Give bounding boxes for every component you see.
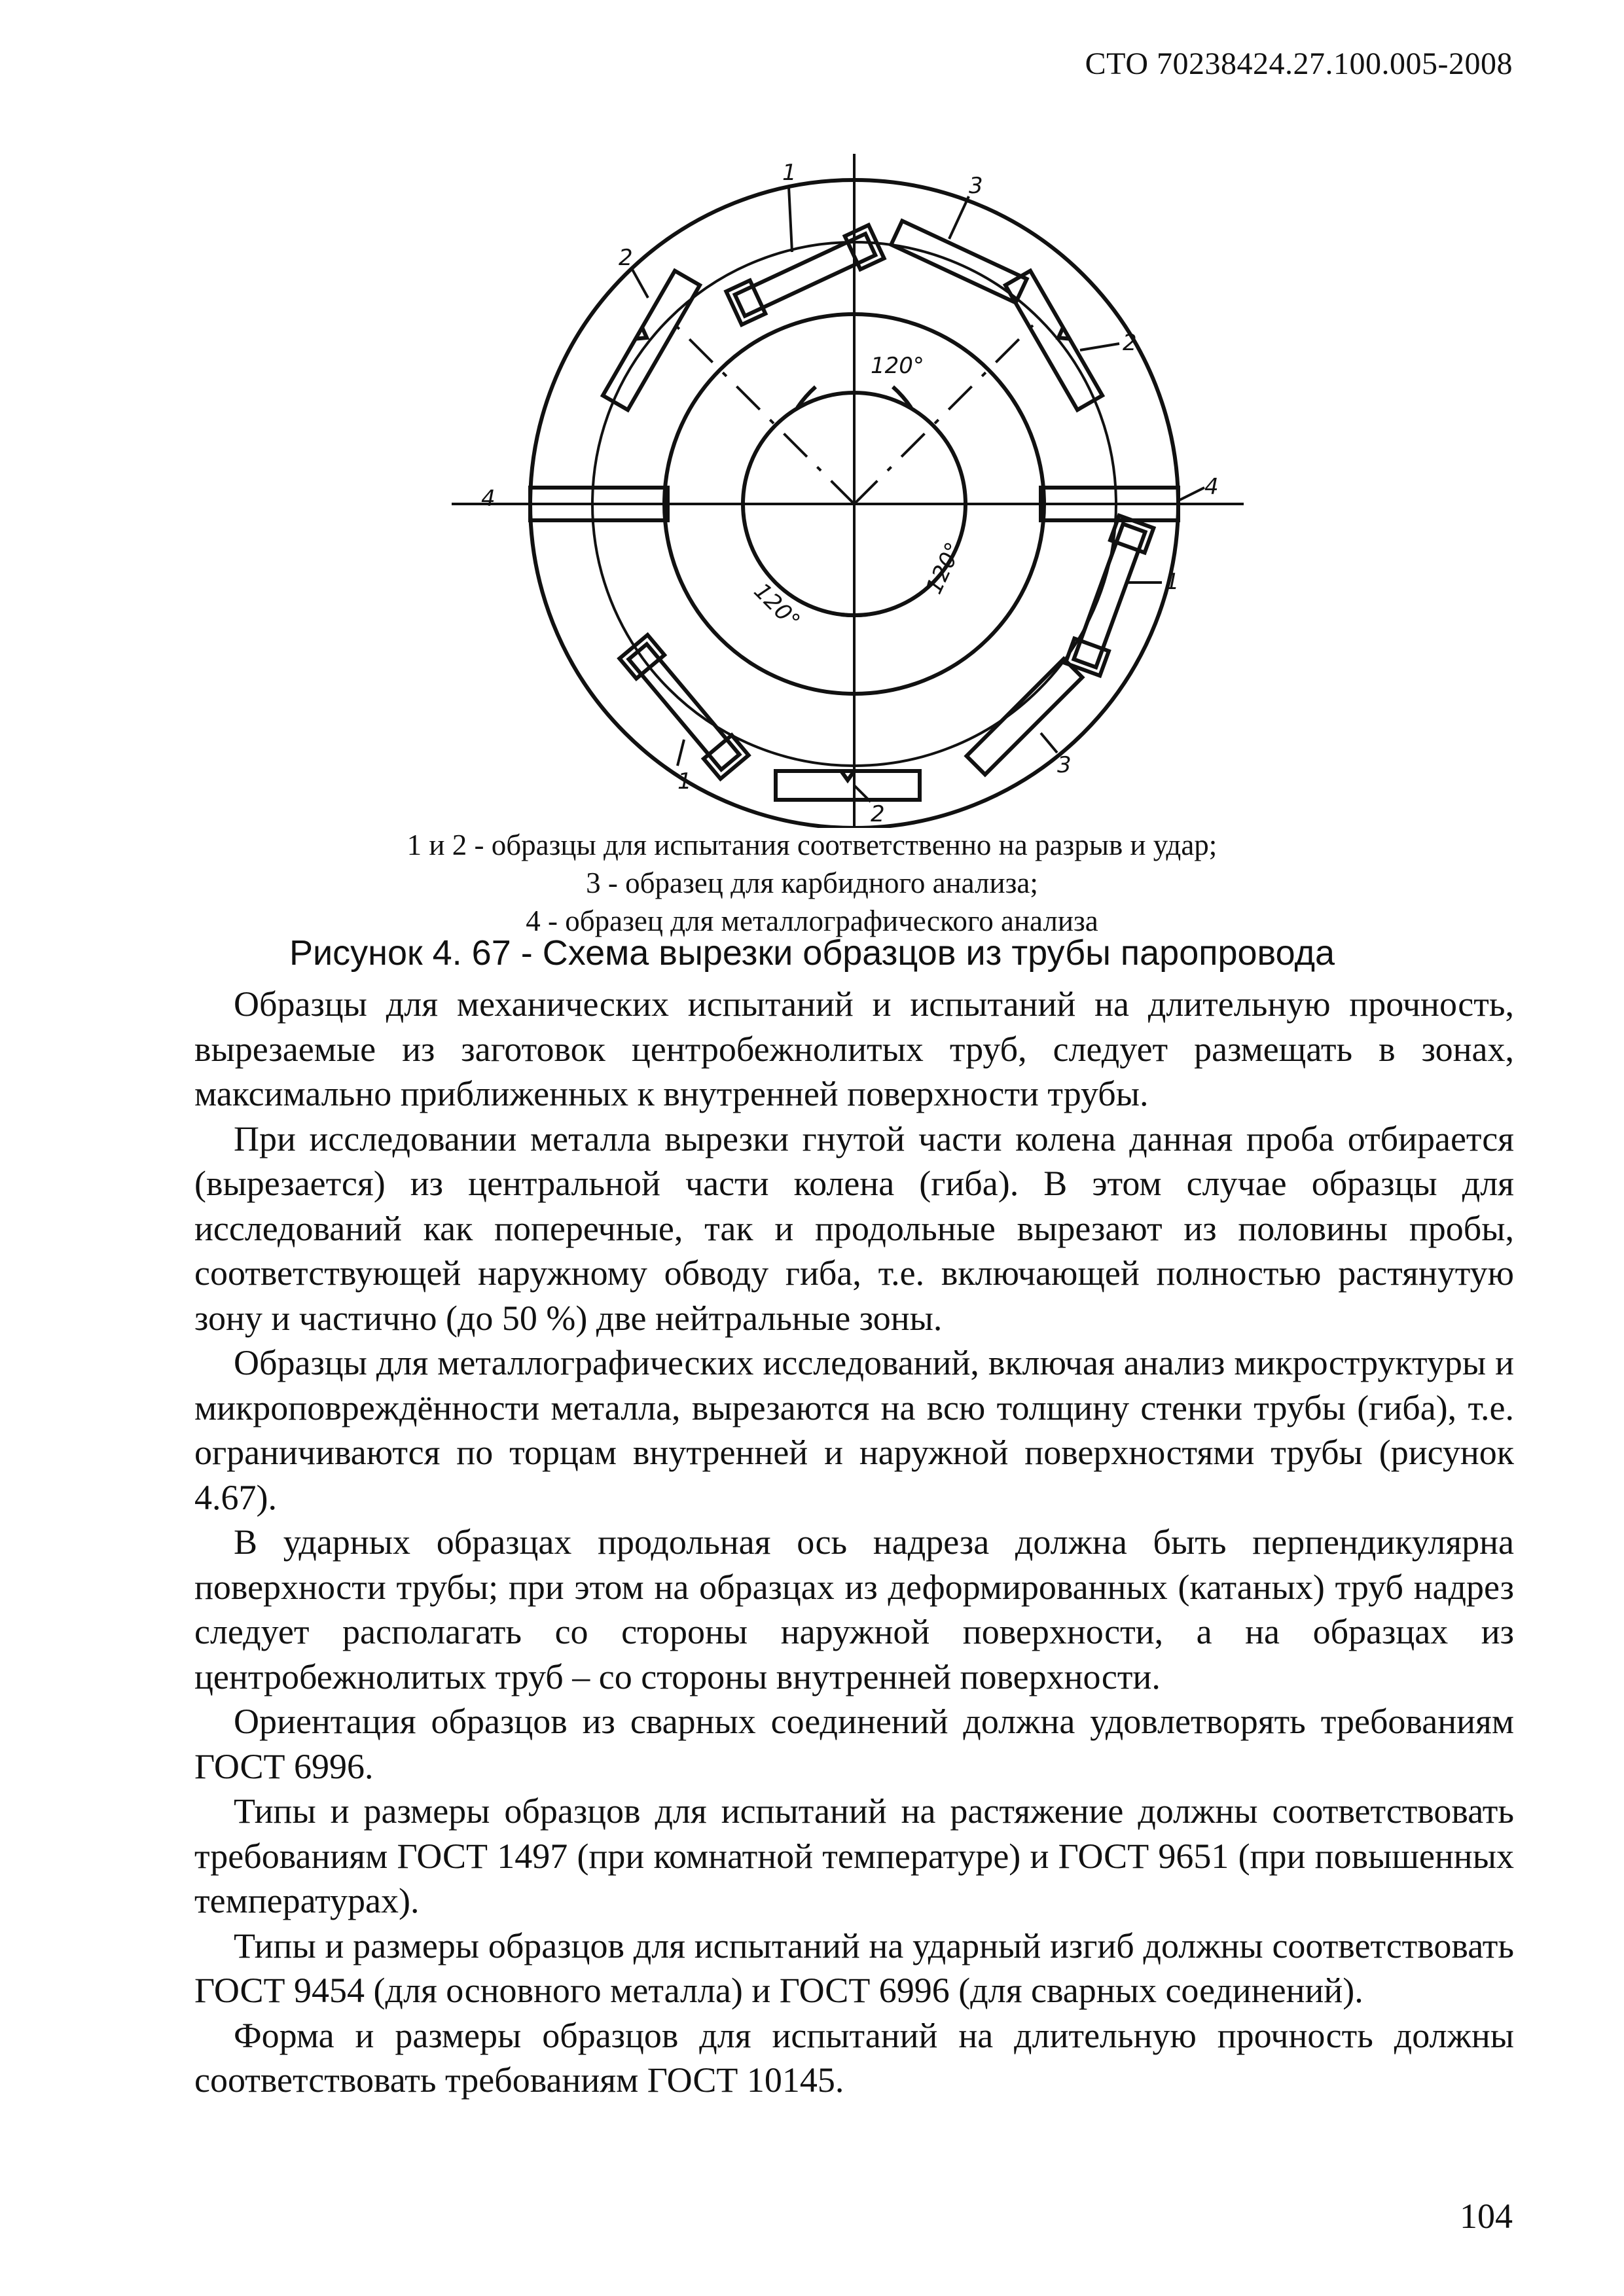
legend-line-2: 3 - образец для карбидного анализа; xyxy=(586,867,1038,899)
legend-line-1: 1 и 2 - образцы для испытания соответственно на разрыв и удар; xyxy=(406,829,1218,861)
specimen-2-bottom xyxy=(776,771,920,800)
figure-legend xyxy=(0,826,1624,940)
label-1-top: 1 xyxy=(782,160,797,186)
label-2-bottom: 2 xyxy=(871,801,885,827)
label-angle-right: 120° xyxy=(920,538,967,598)
label-1-right: 1 xyxy=(1165,569,1180,595)
paragraph: В ударных образцах продольная ось надреза должна быть перпендикулярна поверхности трубы; при этом на образцах из деформированных (катаных) труб надрез следует располагать со стороны наружной поверхности, а на образцах из центробежнолитых труб – со стороны внутренней поверхности. xyxy=(194,1522,1514,1696)
specimen-1-top xyxy=(726,225,884,325)
label-3-bottom: 3 xyxy=(1057,752,1072,778)
sector-line-right xyxy=(854,317,1041,504)
label-3-top: 3 xyxy=(969,173,983,199)
label-2-left: 2 xyxy=(619,245,633,271)
pipe-cutting-diagram xyxy=(452,147,1244,828)
paragraph: Форма и размеры образцов для испытаний на длительную прочность должны соответствовать требованиям ГОСТ 10145. xyxy=(194,2015,1514,2100)
document-code: СТО 70238424.27.100.005-2008 xyxy=(1085,46,1513,81)
page-number: 104 xyxy=(1460,2197,1513,2236)
paragraph: Образцы для механических испытаний и испытаний на длительную прочность, вырезаемые из заготовок центробежнолитых труб, следует размещать в зонах, максимально приближенных к внутренней поверхности трубы. xyxy=(194,984,1514,1113)
label-angle-top: 120° xyxy=(871,353,924,379)
specimen-1-right xyxy=(1066,516,1154,676)
label-4-left: 4 xyxy=(481,486,496,512)
paragraph: Образцы для металлографических исследований, включая анализ микроструктуры и микроповреждённости металла, вырезаются на всю толщину стенки трубы (гиба), т.е. ограничиваются по торцам внутренней и наружной поверхностями трубы (рисунок 4.67). xyxy=(194,1343,1514,1517)
sector-line-left xyxy=(668,317,854,504)
body-text xyxy=(194,982,1514,2103)
label-angle-left: 120° xyxy=(748,578,805,635)
specimen-1-bottom-left xyxy=(619,635,748,779)
label-2-right: 2 xyxy=(1123,330,1137,356)
figure-caption: Рисунок 4. 67 - Схема вырезки образцов из трубы паропровода xyxy=(289,933,1335,973)
legend-line-3: 4 - образец для металлографического анализа xyxy=(526,905,1098,937)
paragraph: При исследовании металла вырезки гнутой части колена данная проба отбирается (вырезается) из центральной части колена (гиба). В этом случае образцы для исследований как поперечные, так и продольные вырезают из половины пробы, соответствующей наружному обводу гиба, т.е. включающей полностью растянутую зону и частично (до 50 %) две нейтральные зоны. xyxy=(194,1119,1514,1338)
label-1-bottom: 1 xyxy=(677,768,692,795)
paragraph: Ориентация образцов из сварных соединений должна удовлетворять требованиям ГОСТ 6996. xyxy=(194,1702,1514,1786)
label-4-right: 4 xyxy=(1204,474,1219,500)
paragraph: Типы и размеры образцов для испытаний на растяжение должны соответствовать требованиям ГОСТ 1497 (при комнатной температуре) и ГОСТ 9651 (при повышенных температурах). xyxy=(194,1791,1514,1920)
paragraph: Типы и размеры образцов для испытаний на ударный изгиб должны соответствовать ГОСТ 9454 (для основного металла) и ГОСТ 6996 (для сварных соединений). xyxy=(194,1926,1514,2010)
